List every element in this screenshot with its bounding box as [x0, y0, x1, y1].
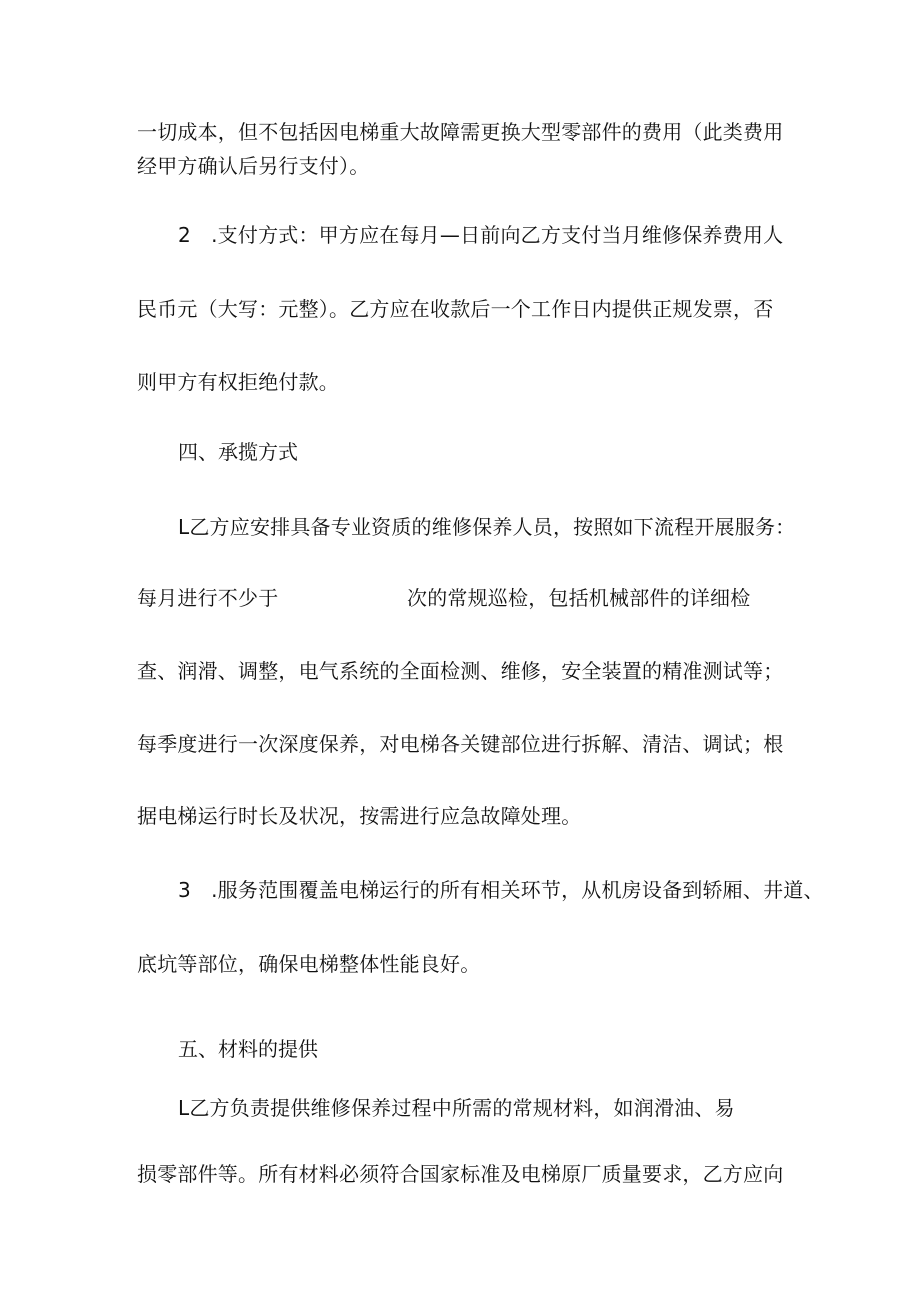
paragraph-line: 据电梯运行时长及状况，按需进行应急故障处理。	[137, 804, 582, 828]
paragraph-line: 经甲方确认后另行支付）。	[137, 154, 370, 178]
paragraph-line: 次的常规巡检，包括机械部件的详细检	[407, 586, 751, 610]
section-heading-contracting-method: 四、承揽方式	[178, 440, 298, 464]
paragraph-line: 民币元（大写：元整）。乙方应在收款后一个工作日内提供正规发票，否	[137, 297, 774, 321]
paragraph-line: 3 .服务范围覆盖电梯运行的所有相关环节，从机房设备到轿厢、井道、	[178, 878, 824, 902]
paragraph-line: 2 .支付方式：甲方应在每月—日前向乙方支付当月维修保养费用人	[178, 223, 784, 247]
paragraph-line: 损零部件等。所有材料必须符合国家标准及电梯原厂质量要求，乙方应向	[137, 1162, 784, 1186]
paragraph-line: 一切成本，但不包括因电梯重大故障需更换大型零部件的费用（此类费用	[137, 120, 784, 144]
section-heading-materials-supply: 五、材料的提供	[178, 1037, 318, 1061]
paragraph-line: L乙方应安排具备专业资质的维修保养人员，按照如下流程开展服务：	[178, 515, 796, 539]
paragraph-line: 每月进行不少于	[137, 586, 279, 610]
paragraph-line: 每季度进行一次深度保养，对电梯各关键部位进行拆解、清洁、调试；根	[137, 732, 784, 756]
paragraph-line: 则甲方有权拒绝付款。	[137, 370, 339, 394]
paragraph-line: L乙方负责提供维修保养过程中所需的常规材料，如润滑油、易	[178, 1096, 735, 1120]
paragraph-line: 底坑等部位，确保电梯整体性能良好。	[137, 952, 481, 976]
paragraph-line: 查、润滑、调整，电气系统的全面检测、维修，安全装置的精准测试等；	[137, 659, 784, 683]
